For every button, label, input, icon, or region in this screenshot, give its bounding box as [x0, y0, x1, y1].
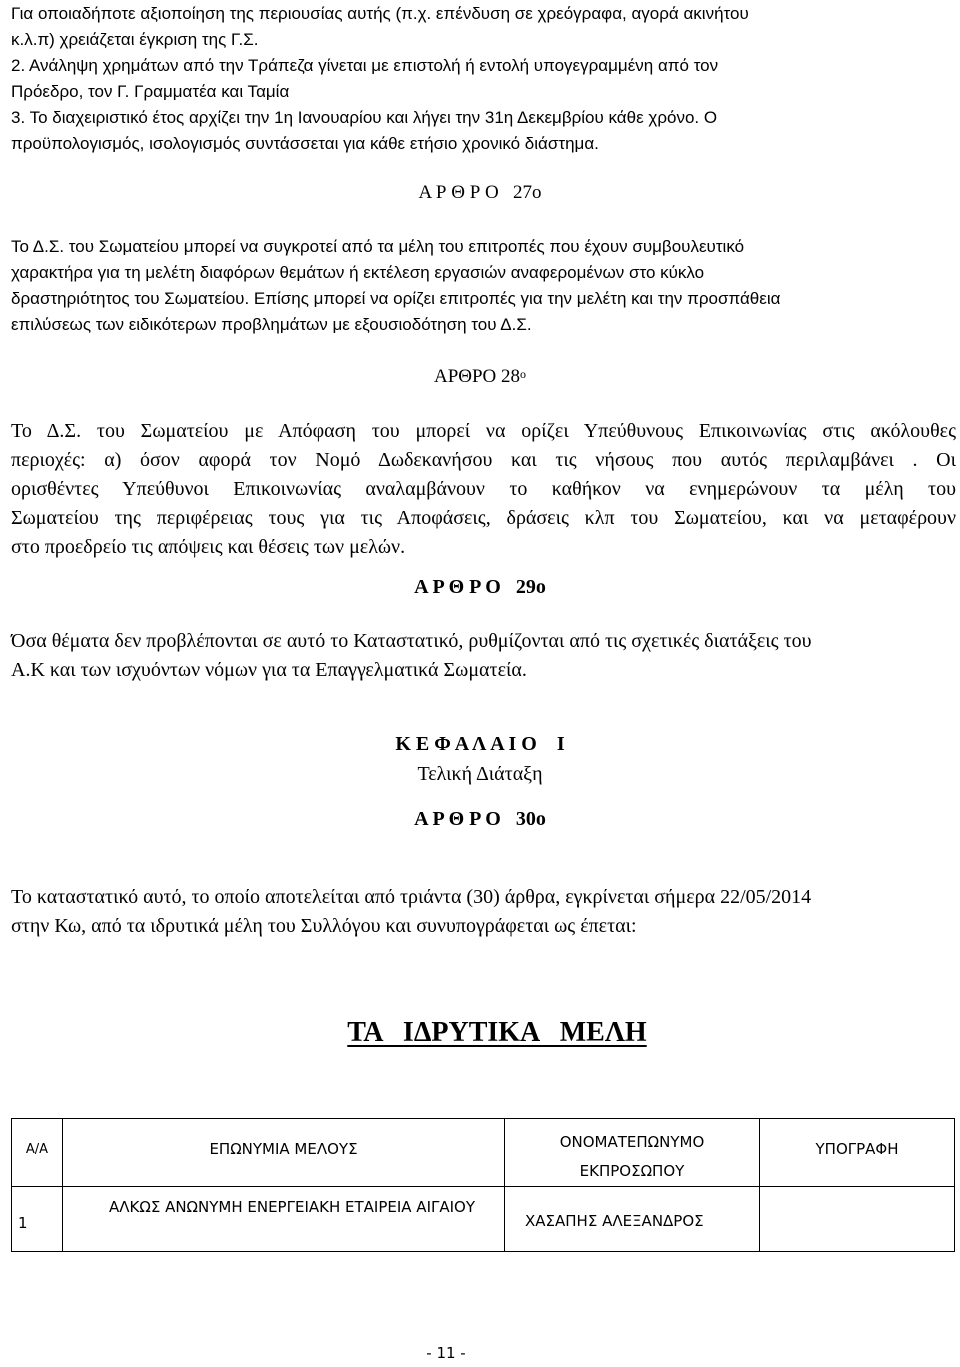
text-line: στην Κω, από τα ιδρυτικά μέλη του Συλλόγου και συνυπογράφεται ως έπεται:	[11, 915, 637, 937]
header-cell-member-name: ΕΠΩΝΥΜΙΑ ΜΕΛΟΥΣ	[63, 1119, 505, 1187]
article-30-body	[11, 883, 956, 941]
row-signature	[760, 1187, 955, 1252]
chapter-heading: Κ Ε Φ Α Λ Α Ι Ο Ι	[395, 733, 565, 755]
text-line: Το Δ.Σ. του Σωματείου με Απόφαση του μπορεί να ορίζει Υπεύθυνους Επικοινωνίας στις ακόλουθες	[11, 420, 956, 442]
text-line: Α.Κ και των ισχυόντων νόμων για τα Επαγγελματικά Σωματεία.	[11, 659, 527, 681]
text-line: Για οποιαδήποτε αξιοποίηση της περιουσίας αυτής (π.χ. επένδυση σε χρεόγραφα, αγορά ακινήτου	[11, 4, 749, 23]
heading-text: ΑΡΘΡΟ 28	[433, 366, 521, 387]
header-cell-number: Α/Α	[12, 1119, 63, 1187]
article-29-heading: Α Ρ Θ Ρ Ο 29ο	[414, 576, 546, 598]
heading-superscript: ο	[520, 367, 527, 381]
top-paragraph	[11, 1, 956, 157]
text-line: περιοχές: α) όσον αφορά τον Νομό Δωδεκανήσου και τις νήσους που αυτός περιλαμβάνει . Οι	[11, 449, 956, 471]
founders-title: ΤΑ ΙΔΡΥΤΙΚΑ ΜΕΛΗ	[347, 1017, 647, 1048]
article-27-heading: Α Ρ Θ Ρ Ο 27ο	[418, 182, 542, 203]
row-representative: ΧΑΣΑΠΗΣ ΑΛΕΞΑΝΔΡΟΣ	[505, 1187, 760, 1252]
header-cell-signature: ΥΠΟΓΡΑΦΗ	[760, 1119, 955, 1187]
article-29-body	[11, 627, 956, 685]
article-28-heading	[0, 366, 960, 388]
header-cell-representative: ΟΝΟΜΑΤΕΠΩΝΥΜΟ ΕΚΠΡΟΣΩΠΟΥ	[505, 1119, 760, 1187]
text-line: δραστηριότητος του Σωματείου. Επίσης μπορεί να ορίζει επιτροπές για την μελέτη και την προσπάθεια	[11, 289, 781, 308]
text-line: Πρόεδρο, τον Γ. Γραμματέα και Ταμία	[11, 82, 290, 101]
founders-table	[11, 1118, 955, 1252]
text-line: στο προεδρείο τις απόψεις και θέσεις των μελών.	[11, 536, 406, 558]
text-line: Όσα θέματα δεν προβλέπονται σε αυτό το Καταστατικό, ρυθμίζονται από τις σχετικές διατάξεις του	[11, 630, 812, 652]
row-member-name: ΑΛΚΩΣ ΑΝΩΝΥΜΗ ΕΝΕΡΓΕΙΑΚΗ ΕΤΑΙΡΕΙΑ ΑΙΓΑΙΟΥ	[63, 1187, 505, 1252]
text-line: προϋπολογισμός, ισολογισμός συντάσσεται για κάθε ετήσιο χρονικό διάστημα.	[11, 134, 599, 153]
text-line: Το καταστατικό αυτό, το οποίο αποτελείται από τριάντα (30) άρθρα, εγκρίνεται σήμερα 22/05/2014	[11, 886, 812, 908]
article-30-heading: Α Ρ Θ Ρ Ο 30ο	[414, 808, 546, 830]
text-line: επιλύσεως των ειδικότερων προβλημάτων με εξουσιοδότηση του Δ.Σ.	[11, 315, 532, 334]
text-line: Σωματείου της περιφέρειας τους για τις Αποφάσεις, δράσεις κλπ του Σωματείου, και να μεταφέρουν	[11, 507, 956, 529]
article-27-body	[11, 234, 956, 338]
chapter-subheading: Τελική Διάταξη	[417, 763, 543, 785]
text-line: Το Δ.Σ. του Σωματείου μπορεί να συγκροτεί από τα μέλη του επιτροπές που έχουν συμβουλευτικό	[11, 237, 745, 256]
table-row	[12, 1187, 955, 1252]
row-number: 1	[12, 1187, 63, 1252]
text-line: 3. Το διαχειριστικό έτος αρχίζει την 1η Ιανουαρίου και λήγει την 31η Δεκεμβρίου κάθε χρόνο. Ο	[11, 108, 718, 127]
table-header-row	[12, 1119, 955, 1187]
text-line: 2. Ανάληψη χρημάτων από την Τράπεζα γίνεται με επιστολή ή εντολή υπογεγραμμένη από τον	[11, 56, 719, 75]
text-line: ορισθέντες Υπεύθυνοι Επικοινωνίας αναλαμβάνουν το καθήκον να ενημερώνουν τα μέλη του	[11, 478, 956, 500]
text-line: χαρακτήρα για τη μελέτη διαφόρων θεμάτων ή εκτέλεση εργασιών αναφερομένων στο κύκλο	[11, 263, 705, 282]
text-line: κ.λ.π) χρειάζεται έγκριση της Γ.Σ.	[11, 30, 259, 49]
page-number: - 11 -	[426, 1344, 466, 1362]
article-28-body	[11, 417, 956, 562]
